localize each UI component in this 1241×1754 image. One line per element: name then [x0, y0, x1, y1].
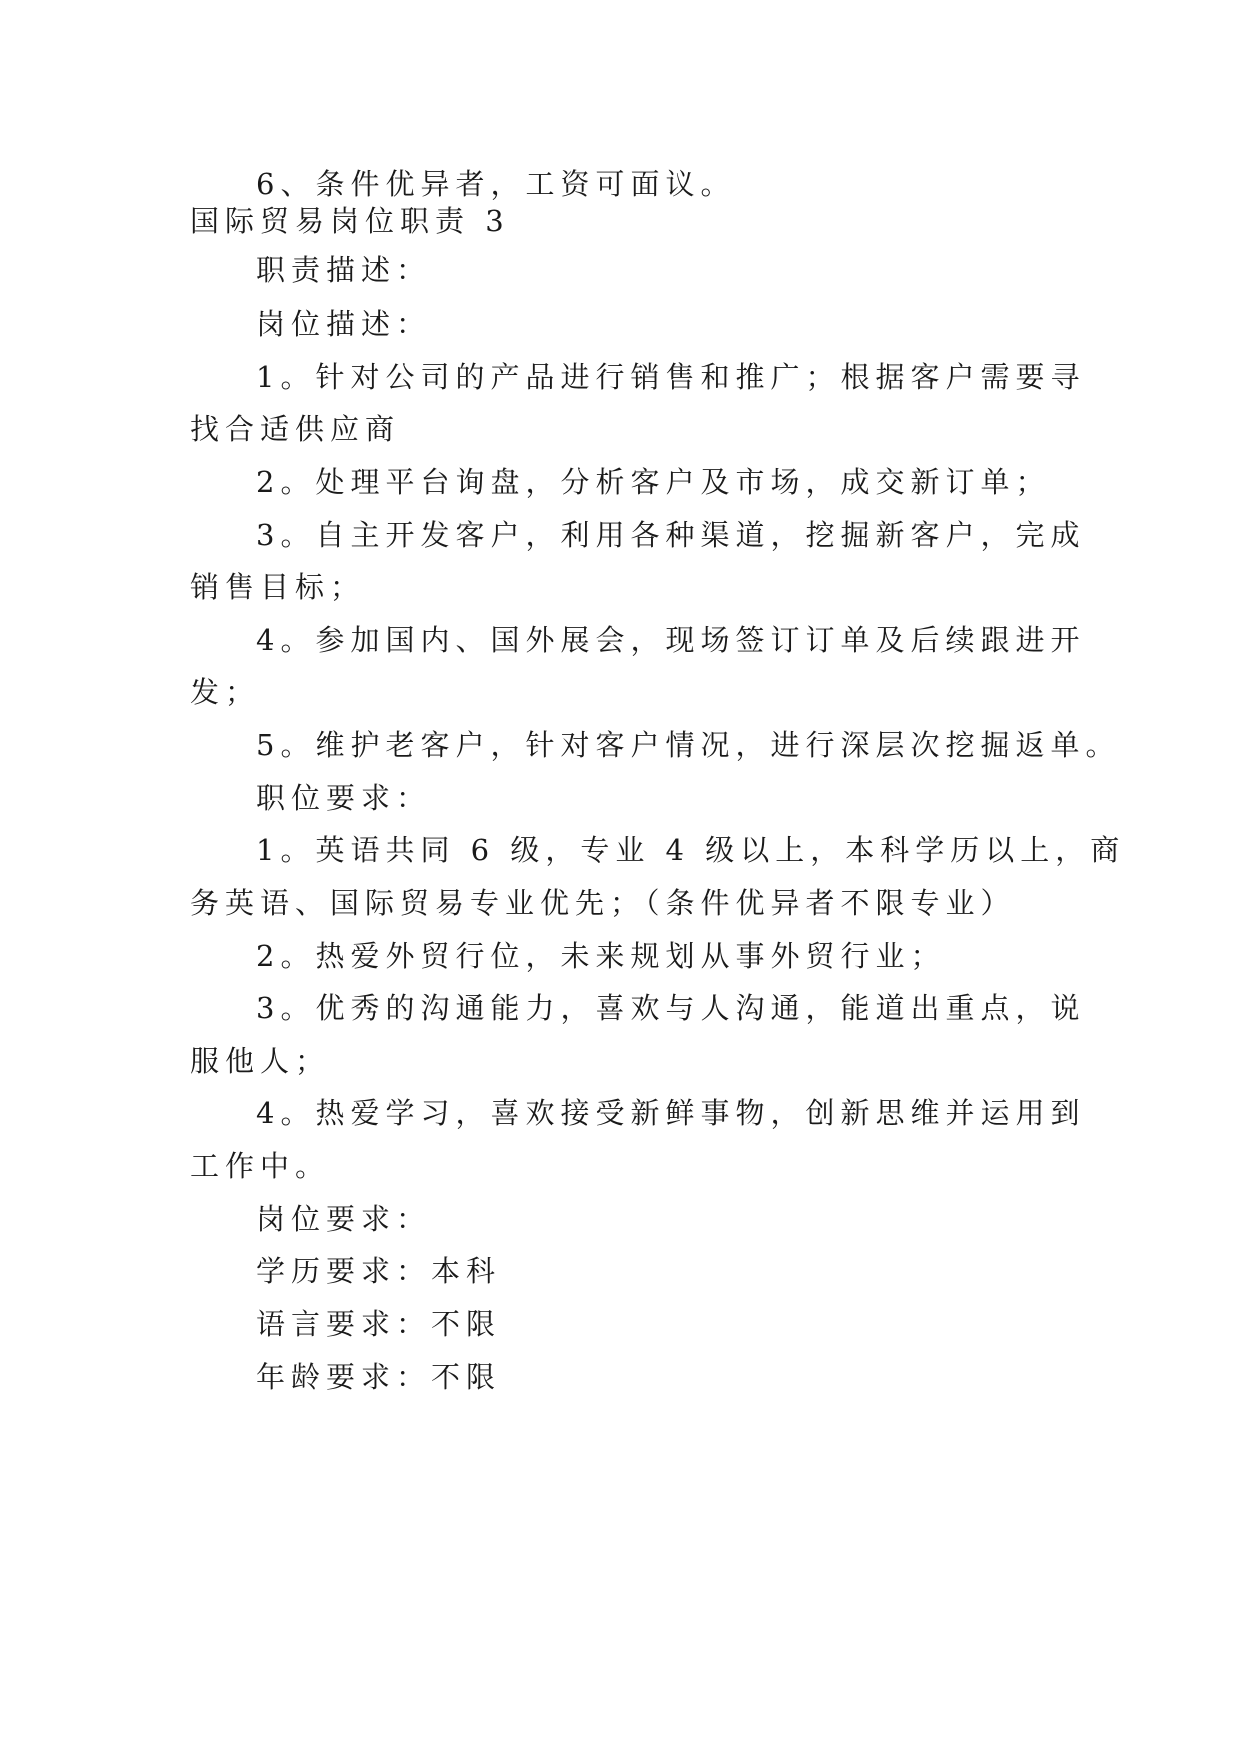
text-line: 语言要求：不限	[256, 1307, 502, 1341]
text-line: 职位要求：	[256, 781, 432, 815]
text-line: 5。维护老客户，针对客户情况，进行深层次挖掘返单。	[256, 728, 1121, 762]
text-line: 岗位描述：	[256, 307, 432, 341]
text-line: 2。处理平台询盘，分析客户及市场，成交新订单；	[256, 465, 1051, 499]
text-line: 学历要求：本科	[256, 1254, 502, 1288]
text-line: 6、条件优异者，工资可面议。	[256, 167, 736, 201]
section-heading: 国际贸易岗位职责 3	[190, 204, 510, 238]
text-line: 职责描述：	[256, 253, 432, 287]
text-line: 服他人；	[190, 1044, 331, 1078]
text-line: 发；	[190, 675, 261, 709]
text-line: 3。自主开发客户，利用各种渠道，挖掘新客户，完成	[256, 518, 1086, 552]
text-line: 务英语、国际贸易专业优先；（条件优异者不限专业）	[190, 886, 1016, 920]
text-line: 4。热爱学习，喜欢接受新鲜事物，创新思维并运用到	[256, 1096, 1086, 1130]
text-line: 找合适供应商	[190, 412, 401, 446]
text-line: 工作中。	[190, 1149, 331, 1183]
text-line: 岗位要求：	[256, 1202, 432, 1236]
text-line: 3。优秀的沟通能力，喜欢与人沟通，能道出重点，说	[256, 991, 1086, 1025]
text-line: 销售目标；	[190, 570, 366, 604]
text-line: 4。参加国内、国外展会，现场签订订单及后续跟进开	[256, 623, 1086, 657]
text-line: 1。英语共同 6 级，专业 4 级以上，本科学历以上，商	[256, 833, 1126, 867]
text-line: 2。热爱外贸行位，未来规划从事外贸行业；	[256, 939, 946, 973]
text-line: 年龄要求：不限	[256, 1360, 502, 1394]
text-line: 1。针对公司的产品进行销售和推广；根据客户需要寻	[256, 360, 1086, 394]
